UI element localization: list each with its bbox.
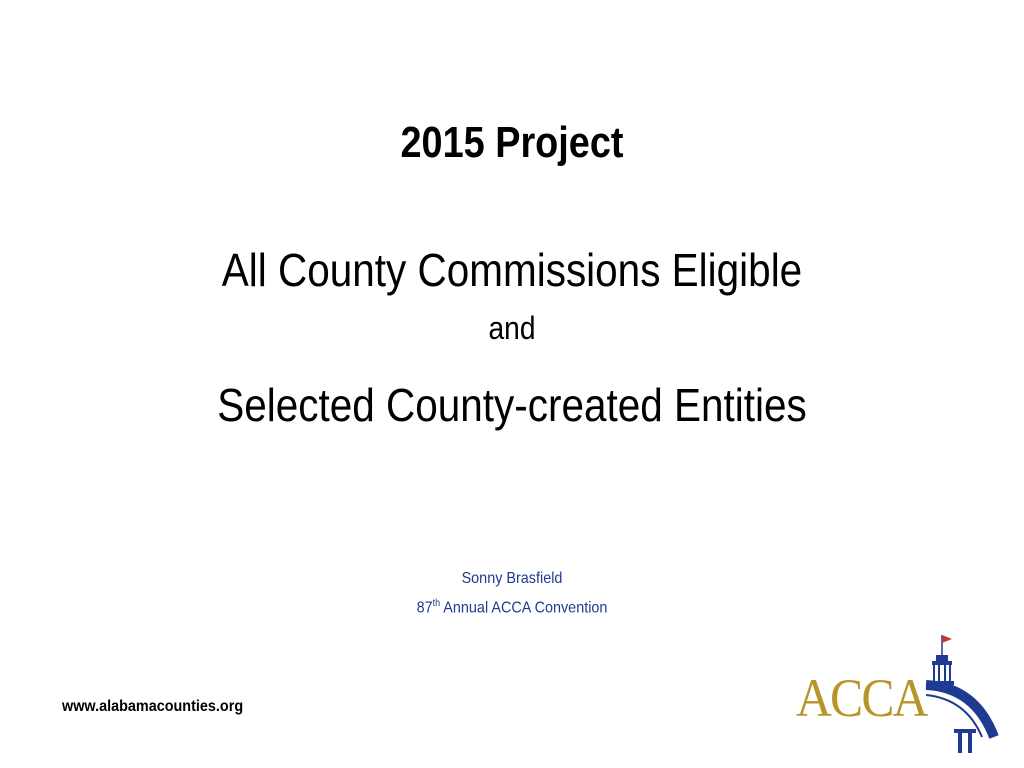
logo-wordmark: ACCA bbox=[796, 668, 927, 728]
event-ordinal-suffix: th bbox=[432, 598, 441, 609]
event-name bbox=[51, 598, 973, 617]
subtitle-conjunction: and bbox=[488, 310, 536, 346]
slide-title: 2015 Project bbox=[400, 118, 624, 167]
subtitle-line-2: Selected County-created Entities bbox=[217, 379, 807, 431]
website-url: www.alabamacounties.org bbox=[62, 698, 244, 715]
acca-logo bbox=[790, 625, 1004, 757]
event-number: 87 bbox=[416, 599, 433, 617]
presenter-name: Sonny Brasfield bbox=[461, 570, 563, 587]
event-title: Annual ACCA Convention bbox=[440, 599, 608, 617]
subtitle-line-1: All County Commissions Eligible bbox=[221, 244, 803, 296]
